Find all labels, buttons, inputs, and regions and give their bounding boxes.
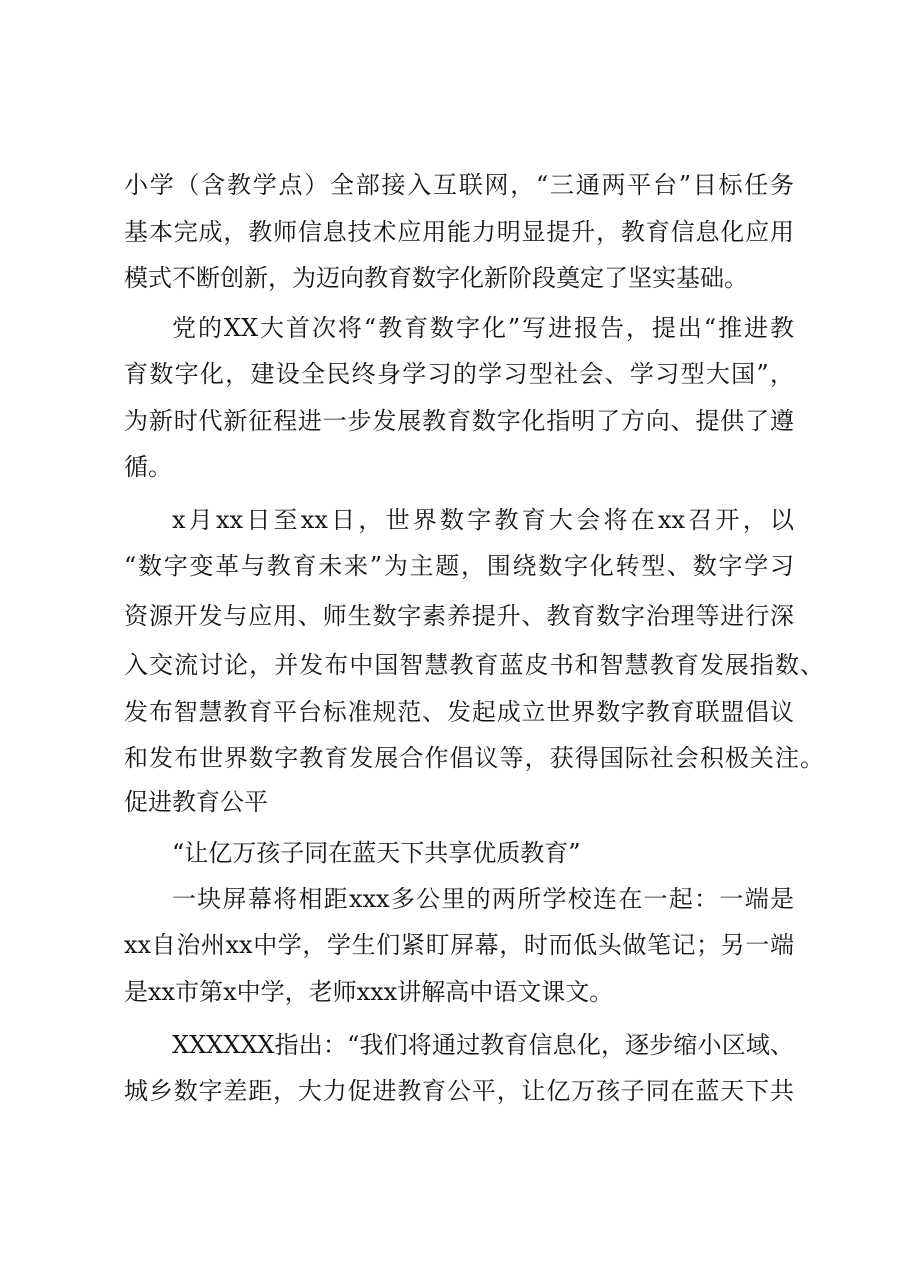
- paragraph-4-line-3: 是xx市第x中学，老师xxx讲解高中语文课文。: [124, 978, 614, 1006]
- paragraph-4-line-2: xx自治州xx中学，学生们紧盯屏幕，时而低头做笔记；另一端: [124, 931, 794, 959]
- paragraph-3-line-2: “数字变革与教育未来”为主题，围绕数字化转型、数字学习: [124, 552, 794, 580]
- paragraph-3-line-1: x月xx日至xx日，世界数字教育大会将在xx召开，以: [172, 506, 794, 534]
- paragraph-1-line-2: 基本完成，教师信息技术应用能力明显提升，教育信息化应用: [124, 218, 794, 246]
- paragraph-3-line-6: 和发布世界数字教育发展合作倡议等，获得国际社会积极关注。: [124, 744, 824, 772]
- section-heading: 促进教育公平: [124, 788, 268, 816]
- paragraph-5-line-1: XXXXXX指出：“我们将通过教育信息化，逐步缩小区域、: [172, 1031, 794, 1059]
- paragraph-3-line-3: 资源开发与应用、师生数字素养提升、教育数字治理等进行深: [124, 602, 794, 630]
- section-quote: “让亿万孩子同在蓝天下共享优质教育”: [172, 839, 581, 867]
- paragraph-2-line-3: 为新时代新征程进一步发展教育数字化指明了方向、提供了遵: [124, 407, 794, 435]
- paragraph-3-line-5: 发布智慧教育平台标准规范、发起成立世界数字教育联盟倡议: [124, 698, 794, 726]
- paragraph-1-line-3: 模式不断创新，为迈向教育数字化新阶段奠定了坚实基础。: [124, 264, 748, 292]
- paragraph-2-line-2: 育数字化，建设全民终身学习的学习型社会、学习型大国”，: [124, 360, 794, 388]
- paragraph-2-line-4: 循。: [124, 453, 172, 481]
- paragraph-4-line-1: 一块屏幕将相距xxx多公里的两所学校连在一起：一端是: [172, 885, 794, 913]
- paragraph-3-line-4: 入交流讨论，并发布中国智慧教育蓝皮书和智慧教育发展指数、: [124, 651, 824, 679]
- paragraph-2-line-1: 党的XX大首次将“教育数字化”写进报告，提出“推进教: [172, 314, 794, 342]
- paragraph-5-line-2: 城乡数字差距，大力促进教育公平，让亿万孩子同在蓝天下共: [124, 1077, 794, 1105]
- paragraph-1-line-1: 小学（含教学点）全部接入互联网，“三通两平台”目标任务: [124, 171, 794, 199]
